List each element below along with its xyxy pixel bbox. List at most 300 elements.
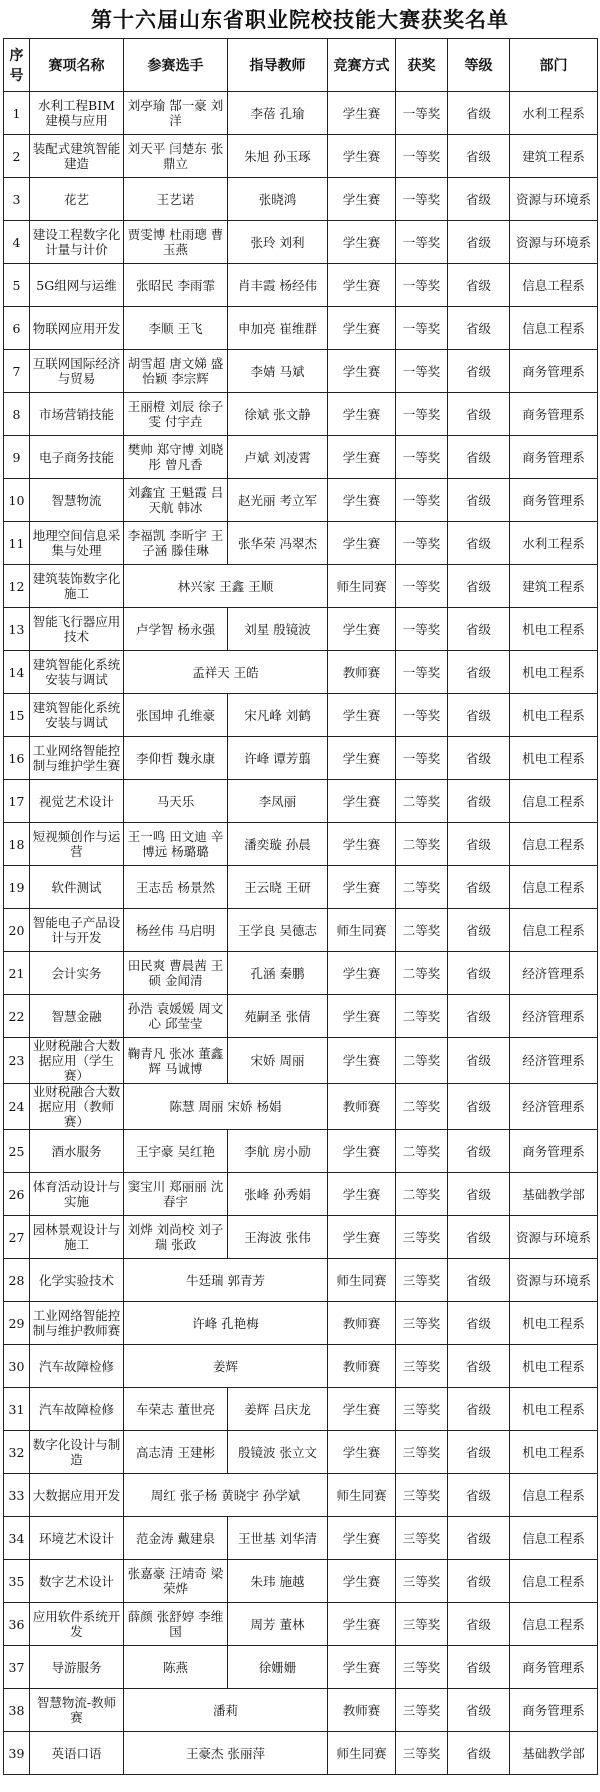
row-number-cell: 26 <box>4 1173 30 1216</box>
teachers-cell: 姜辉 吕庆龙 <box>228 1388 328 1431</box>
level-cell: 省级 <box>448 1302 510 1345</box>
players-cell: 潘莉 <box>124 1689 328 1732</box>
event-name-cell: 5G组网与运维 <box>30 264 124 307</box>
table-row <box>4 909 598 952</box>
teachers-cell: 孔涵 秦鹏 <box>228 952 328 995</box>
level-cell: 省级 <box>448 221 510 264</box>
table-row <box>4 1517 598 1560</box>
level-cell: 省级 <box>448 651 510 694</box>
row-number-cell: 14 <box>4 651 30 694</box>
table-row <box>4 737 598 780</box>
department-cell: 信息工程系 <box>510 1603 598 1646</box>
competition-mode-cell: 学生赛 <box>328 952 396 995</box>
table-row <box>4 393 598 436</box>
event-name-cell: 市场营销技能 <box>30 393 124 436</box>
competition-mode-cell: 学生赛 <box>328 1603 396 1646</box>
players-cell: 薛颜 张舒婷 李维国 <box>124 1603 228 1646</box>
competition-mode-cell: 学生赛 <box>328 780 396 823</box>
department-cell: 信息工程系 <box>510 1474 598 1517</box>
teachers-cell: 王海波 张伟 <box>228 1216 328 1259</box>
row-number-cell: 4 <box>4 221 30 264</box>
event-name-cell: 物联网应用开发 <box>30 307 124 350</box>
row-number-cell: 38 <box>4 1689 30 1732</box>
level-cell: 省级 <box>448 1345 510 1388</box>
level-cell: 省级 <box>448 694 510 737</box>
teachers-cell: 周芳 董林 <box>228 1603 328 1646</box>
event-name-cell: 智能飞行器应用技术 <box>30 608 124 651</box>
level-cell: 省级 <box>448 565 510 608</box>
players-cell: 许峰 孔艳梅 <box>124 1302 328 1345</box>
level-cell: 省级 <box>448 307 510 350</box>
award-cell: 二等奖 <box>396 1038 448 1084</box>
table-row <box>4 135 598 178</box>
table-row <box>4 350 598 393</box>
players-cell: 陈慧 周丽 宋娇 杨娟 <box>124 1084 328 1130</box>
teachers-cell: 赵光丽 考立军 <box>228 479 328 522</box>
department-cell: 信息工程系 <box>510 1560 598 1603</box>
players-cell: 刘亭瑜 郜一豪 刘洋 <box>124 92 228 135</box>
department-cell: 建筑工程系 <box>510 135 598 178</box>
row-number-cell: 31 <box>4 1388 30 1431</box>
department-cell: 机电工程系 <box>510 608 598 651</box>
table-row <box>4 1084 598 1130</box>
level-cell: 省级 <box>448 436 510 479</box>
department-cell: 经济管理系 <box>510 995 598 1038</box>
event-name-cell: 智慧物流 <box>30 479 124 522</box>
competition-mode-cell: 学生赛 <box>328 1216 396 1259</box>
players-cell: 孙浩 袁媛媛 周文心 邱莹莹 <box>124 995 228 1038</box>
department-cell: 信息工程系 <box>510 1517 598 1560</box>
level-cell: 省级 <box>448 823 510 866</box>
competition-mode-cell: 学生赛 <box>328 135 396 178</box>
event-name-cell: 体育活动设计与实施 <box>30 1173 124 1216</box>
players-cell: 车荣志 董世亮 <box>124 1388 228 1431</box>
award-cell: 三等奖 <box>396 1388 448 1431</box>
department-cell: 信息工程系 <box>510 823 598 866</box>
department-cell: 信息工程系 <box>510 264 598 307</box>
level-cell: 省级 <box>448 178 510 221</box>
award-cell: 一等奖 <box>396 522 448 565</box>
table-row <box>4 307 598 350</box>
header-row <box>4 39 598 92</box>
table-row <box>4 1130 598 1173</box>
award-cell: 一等奖 <box>396 135 448 178</box>
department-cell: 机电工程系 <box>510 1302 598 1345</box>
players-cell: 张昭民 李雨霏 <box>124 264 228 307</box>
table-row <box>4 92 598 135</box>
table-row <box>4 1603 598 1646</box>
competition-mode-cell: 学生赛 <box>328 694 396 737</box>
table-row <box>4 1732 598 1775</box>
table-row <box>4 178 598 221</box>
competition-mode-cell: 师生同赛 <box>328 1732 396 1775</box>
table-row <box>4 995 598 1038</box>
department-cell: 信息工程系 <box>510 780 598 823</box>
competition-mode-cell: 师生同赛 <box>328 909 396 952</box>
teachers-cell: 张晓鸿 <box>228 178 328 221</box>
department-cell: 经济管理系 <box>510 1084 598 1130</box>
department-cell: 商务管理系 <box>510 393 598 436</box>
row-number-cell: 17 <box>4 780 30 823</box>
table-row <box>4 436 598 479</box>
row-number-cell: 12 <box>4 565 30 608</box>
table-row <box>4 1388 598 1431</box>
awards-table <box>3 38 598 1775</box>
level-cell: 省级 <box>448 393 510 436</box>
award-cell: 二等奖 <box>396 866 448 909</box>
award-cell: 一等奖 <box>396 178 448 221</box>
event-name-cell: 互联网国际经济与贸易 <box>30 350 124 393</box>
event-name-cell: 业财税融合大数据应用（学生赛） <box>30 1038 124 1084</box>
teachers-cell: 许峰 谭芳翦 <box>228 737 328 780</box>
competition-mode-cell: 学生赛 <box>328 737 396 780</box>
players-cell: 胡雪超 唐文娣 盛怡颖 李宗辉 <box>124 350 228 393</box>
level-cell: 省级 <box>448 92 510 135</box>
table-row <box>4 823 598 866</box>
award-cell: 三等奖 <box>396 1689 448 1732</box>
teachers-cell: 宋凡峰 刘鹤 <box>228 694 328 737</box>
table-row <box>4 608 598 651</box>
award-cell: 一等奖 <box>396 651 448 694</box>
row-number-cell: 36 <box>4 1603 30 1646</box>
competition-mode-cell: 教师赛 <box>328 651 396 694</box>
department-cell: 水利工程系 <box>510 92 598 135</box>
award-cell: 二等奖 <box>396 1130 448 1173</box>
table-row <box>4 1345 598 1388</box>
competition-mode-cell: 学生赛 <box>328 1517 396 1560</box>
players-cell: 李福凯 李昕宇 王子涵 滕佳琳 <box>124 522 228 565</box>
award-cell: 三等奖 <box>396 1646 448 1689</box>
row-number-cell: 6 <box>4 307 30 350</box>
row-number-cell: 28 <box>4 1259 30 1302</box>
row-number-cell: 32 <box>4 1431 30 1474</box>
row-number-cell: 11 <box>4 522 30 565</box>
level-cell: 省级 <box>448 737 510 780</box>
event-name-cell: 数字艺术设计 <box>30 1560 124 1603</box>
competition-mode-cell: 学生赛 <box>328 823 396 866</box>
event-name-cell: 会计实务 <box>30 952 124 995</box>
level-cell: 省级 <box>448 479 510 522</box>
event-name-cell: 工业网络智能控制与维护学生赛 <box>30 737 124 780</box>
header-event: 赛项名称 <box>30 39 124 92</box>
table-body <box>4 92 598 1775</box>
event-name-cell: 酒水服务 <box>30 1130 124 1173</box>
row-number-cell: 24 <box>4 1084 30 1130</box>
competition-mode-cell: 学生赛 <box>328 350 396 393</box>
department-cell: 信息工程系 <box>510 866 598 909</box>
event-name-cell: 建筑装饰数字化施工 <box>30 565 124 608</box>
players-cell: 王志岳 杨景然 <box>124 866 228 909</box>
department-cell: 建筑工程系 <box>510 565 598 608</box>
header-no: 序号 <box>4 39 30 92</box>
event-name-cell: 建筑智能化系统安装与调试 <box>30 651 124 694</box>
award-cell: 一等奖 <box>396 350 448 393</box>
players-cell: 高志清 王建彬 <box>124 1431 228 1474</box>
event-name-cell: 汽车故障检修 <box>30 1345 124 1388</box>
department-cell: 资源与环境系 <box>510 1216 598 1259</box>
level-cell: 省级 <box>448 780 510 823</box>
teachers-cell: 潘奕璇 孙晨 <box>228 823 328 866</box>
header-level: 等级 <box>448 39 510 92</box>
players-cell: 王豪杰 张丽萍 <box>124 1732 328 1775</box>
teachers-cell: 苑嗣圣 张倩 <box>228 995 328 1038</box>
players-cell: 田民爽 曹晨茜 王硕 金闻清 <box>124 952 228 995</box>
award-cell: 三等奖 <box>396 1517 448 1560</box>
row-number-cell: 8 <box>4 393 30 436</box>
department-cell: 信息工程系 <box>510 307 598 350</box>
level-cell: 省级 <box>448 866 510 909</box>
teachers-cell: 徐姗姗 <box>228 1646 328 1689</box>
competition-mode-cell: 学生赛 <box>328 307 396 350</box>
players-cell: 李顺 王飞 <box>124 307 228 350</box>
header-mode: 竞赛方式 <box>328 39 396 92</box>
players-cell: 周红 张子杨 黄晓宇 孙学斌 <box>124 1474 328 1517</box>
teachers-cell: 张华荣 冯翠杰 <box>228 522 328 565</box>
table-row <box>4 1560 598 1603</box>
award-cell: 一等奖 <box>396 393 448 436</box>
row-number-cell: 21 <box>4 952 30 995</box>
award-cell: 一等奖 <box>396 737 448 780</box>
teachers-cell: 朱玮 施越 <box>228 1560 328 1603</box>
department-cell: 商务管理系 <box>510 350 598 393</box>
level-cell: 省级 <box>448 995 510 1038</box>
department-cell: 机电工程系 <box>510 1388 598 1431</box>
department-cell: 商务管理系 <box>510 1130 598 1173</box>
award-cell: 二等奖 <box>396 1173 448 1216</box>
row-number-cell: 16 <box>4 737 30 780</box>
level-cell: 省级 <box>448 1216 510 1259</box>
level-cell: 省级 <box>448 1474 510 1517</box>
event-name-cell: 短视频创作与运营 <box>30 823 124 866</box>
competition-mode-cell: 学生赛 <box>328 92 396 135</box>
table-row <box>4 522 598 565</box>
competition-mode-cell: 学生赛 <box>328 866 396 909</box>
department-cell: 商务管理系 <box>510 1689 598 1732</box>
award-cell: 一等奖 <box>396 479 448 522</box>
teachers-cell: 宋娇 周丽 <box>228 1038 328 1084</box>
level-cell: 省级 <box>448 909 510 952</box>
department-cell: 资源与环境系 <box>510 1259 598 1302</box>
row-number-cell: 19 <box>4 866 30 909</box>
department-cell: 机电工程系 <box>510 651 598 694</box>
event-name-cell: 花艺 <box>30 178 124 221</box>
teachers-cell: 李凤丽 <box>228 780 328 823</box>
level-cell: 省级 <box>448 1130 510 1173</box>
award-cell: 一等奖 <box>396 608 448 651</box>
event-name-cell: 建筑智能化系统安装与调试 <box>30 694 124 737</box>
level-cell: 省级 <box>448 522 510 565</box>
row-number-cell: 10 <box>4 479 30 522</box>
table-row <box>4 264 598 307</box>
competition-mode-cell: 教师赛 <box>328 1689 396 1732</box>
competition-mode-cell: 师生同赛 <box>328 565 396 608</box>
row-number-cell: 37 <box>4 1646 30 1689</box>
level-cell: 省级 <box>448 1603 510 1646</box>
level-cell: 省级 <box>448 135 510 178</box>
table-row <box>4 1646 598 1689</box>
competition-mode-cell: 教师赛 <box>328 1084 396 1130</box>
award-cell: 三等奖 <box>396 1732 448 1775</box>
competition-mode-cell: 学生赛 <box>328 995 396 1038</box>
event-name-cell: 数字化设计与制造 <box>30 1431 124 1474</box>
competition-mode-cell: 师生同赛 <box>328 1474 396 1517</box>
players-cell: 贾雯博 杜雨璁 曹玉燕 <box>124 221 228 264</box>
level-cell: 省级 <box>448 1560 510 1603</box>
players-cell: 牛廷瑞 郭青芳 <box>124 1259 328 1302</box>
competition-mode-cell: 学生赛 <box>328 1388 396 1431</box>
level-cell: 省级 <box>448 1517 510 1560</box>
level-cell: 省级 <box>448 1084 510 1130</box>
competition-mode-cell: 学生赛 <box>328 1130 396 1173</box>
table-row <box>4 952 598 995</box>
teachers-cell: 王学良 吴德志 <box>228 909 328 952</box>
competition-mode-cell: 师生同赛 <box>328 1259 396 1302</box>
level-cell: 省级 <box>448 608 510 651</box>
level-cell: 省级 <box>448 1646 510 1689</box>
department-cell: 资源与环境系 <box>510 178 598 221</box>
row-number-cell: 20 <box>4 909 30 952</box>
department-cell: 机电工程系 <box>510 737 598 780</box>
row-number-cell: 5 <box>4 264 30 307</box>
row-number-cell: 35 <box>4 1560 30 1603</box>
award-cell: 二等奖 <box>396 909 448 952</box>
teachers-cell: 李航 房小励 <box>228 1130 328 1173</box>
level-cell: 省级 <box>448 264 510 307</box>
event-name-cell: 水利工程BIM建模与应用 <box>30 92 124 135</box>
event-name-cell: 软件测试 <box>30 866 124 909</box>
event-name-cell: 导游服务 <box>30 1646 124 1689</box>
teachers-cell: 朱旭 孙玉琢 <box>228 135 328 178</box>
department-cell: 商务管理系 <box>510 1646 598 1689</box>
event-name-cell: 智慧金融 <box>30 995 124 1038</box>
row-number-cell: 29 <box>4 1302 30 1345</box>
teachers-cell: 张峰 孙秀娟 <box>228 1173 328 1216</box>
competition-mode-cell: 教师赛 <box>328 1345 396 1388</box>
teachers-cell: 张玲 刘利 <box>228 221 328 264</box>
department-cell: 商务管理系 <box>510 436 598 479</box>
row-number-cell: 39 <box>4 1732 30 1775</box>
event-name-cell: 化学实验技术 <box>30 1259 124 1302</box>
players-cell: 刘鑫宜 王魁霞 吕天航 韩冰 <box>124 479 228 522</box>
row-number-cell: 25 <box>4 1130 30 1173</box>
row-number-cell: 30 <box>4 1345 30 1388</box>
event-name-cell: 地理空间信息采集与处理 <box>30 522 124 565</box>
table-row <box>4 1689 598 1732</box>
event-name-cell: 应用软件系统开发 <box>30 1603 124 1646</box>
players-cell: 李仰哲 魏永康 <box>124 737 228 780</box>
row-number-cell: 27 <box>4 1216 30 1259</box>
players-cell: 范金涛 戴建泉 <box>124 1517 228 1560</box>
event-name-cell: 英语口语 <box>30 1732 124 1775</box>
event-name-cell: 园林景观设计与施工 <box>30 1216 124 1259</box>
level-cell: 省级 <box>448 1173 510 1216</box>
event-name-cell: 电子商务技能 <box>30 436 124 479</box>
table-row <box>4 1216 598 1259</box>
department-cell: 机电工程系 <box>510 1431 598 1474</box>
department-cell: 资源与环境系 <box>510 221 598 264</box>
level-cell: 省级 <box>448 1038 510 1084</box>
row-number-cell: 7 <box>4 350 30 393</box>
players-cell: 鞠青凡 张冰 董鑫辉 马诚博 <box>124 1038 228 1084</box>
event-name-cell: 工业网络智能控制与维护教师赛 <box>30 1302 124 1345</box>
department-cell: 经济管理系 <box>510 1038 598 1084</box>
row-number-cell: 9 <box>4 436 30 479</box>
department-cell: 机电工程系 <box>510 1345 598 1388</box>
competition-mode-cell: 学生赛 <box>328 1173 396 1216</box>
department-cell: 商务管理系 <box>510 479 598 522</box>
competition-mode-cell: 学生赛 <box>328 393 396 436</box>
players-cell: 张国坤 孔维豪 <box>124 694 228 737</box>
award-cell: 三等奖 <box>396 1560 448 1603</box>
table-row <box>4 221 598 264</box>
players-cell: 孟祥天 王皓 <box>124 651 328 694</box>
table-row <box>4 1038 598 1084</box>
event-name-cell: 智慧物流-教师赛 <box>30 1689 124 1732</box>
competition-mode-cell: 学生赛 <box>328 436 396 479</box>
department-cell: 机电工程系 <box>510 694 598 737</box>
award-cell: 二等奖 <box>396 823 448 866</box>
players-cell: 马天乐 <box>124 780 228 823</box>
row-number-cell: 15 <box>4 694 30 737</box>
award-cell: 二等奖 <box>396 1084 448 1130</box>
level-cell: 省级 <box>448 1689 510 1732</box>
teachers-cell: 李婧 马斌 <box>228 350 328 393</box>
row-number-cell: 34 <box>4 1517 30 1560</box>
table-row <box>4 694 598 737</box>
players-cell: 王丽橙 刘辰 徐子雯 付宇垚 <box>124 393 228 436</box>
competition-mode-cell: 学生赛 <box>328 479 396 522</box>
table-row <box>4 1431 598 1474</box>
competition-mode-cell: 学生赛 <box>328 1560 396 1603</box>
department-cell: 基础教学部 <box>510 1732 598 1775</box>
players-cell: 王一鸣 田文迪 辛博远 杨璐璐 <box>124 823 228 866</box>
award-cell: 三等奖 <box>396 1431 448 1474</box>
level-cell: 省级 <box>448 1388 510 1431</box>
table-row <box>4 1259 598 1302</box>
event-name-cell: 装配式建筑智能建造 <box>30 135 124 178</box>
table-row <box>4 1173 598 1216</box>
teachers-cell: 徐斌 张文静 <box>228 393 328 436</box>
players-cell: 王艺诺 <box>124 178 228 221</box>
award-cell: 一等奖 <box>396 221 448 264</box>
level-cell: 省级 <box>448 952 510 995</box>
teachers-cell: 刘星 殷镜波 <box>228 608 328 651</box>
level-cell: 省级 <box>448 1431 510 1474</box>
teachers-cell: 殷镜波 张立文 <box>228 1431 328 1474</box>
players-cell: 刘烨 刘尚校 刘子瑞 张政 <box>124 1216 228 1259</box>
award-cell: 二等奖 <box>396 995 448 1038</box>
competition-mode-cell: 学生赛 <box>328 522 396 565</box>
page-title: 第十六届山东省职业院校技能大赛获奖名单 <box>91 8 509 32</box>
header-teachers: 指导教师 <box>228 39 328 92</box>
players-cell: 王宇豪 吴红艳 <box>124 1130 228 1173</box>
row-number-cell: 2 <box>4 135 30 178</box>
players-cell: 林兴家 王鑫 王顺 <box>124 565 328 608</box>
event-name-cell: 环境艺术设计 <box>30 1517 124 1560</box>
teachers-cell: 李蓓 孔瑜 <box>228 92 328 135</box>
award-cell: 三等奖 <box>396 1603 448 1646</box>
award-cell: 三等奖 <box>396 1259 448 1302</box>
row-number-cell: 13 <box>4 608 30 651</box>
award-cell: 二等奖 <box>396 952 448 995</box>
department-cell: 信息工程系 <box>510 909 598 952</box>
competition-mode-cell: 学生赛 <box>328 221 396 264</box>
department-cell: 水利工程系 <box>510 522 598 565</box>
competition-mode-cell: 学生赛 <box>328 178 396 221</box>
row-number-cell: 23 <box>4 1038 30 1084</box>
teachers-cell: 卢斌 刘凌霄 <box>228 436 328 479</box>
players-cell: 刘天平 闫楚东 张鼎立 <box>124 135 228 178</box>
